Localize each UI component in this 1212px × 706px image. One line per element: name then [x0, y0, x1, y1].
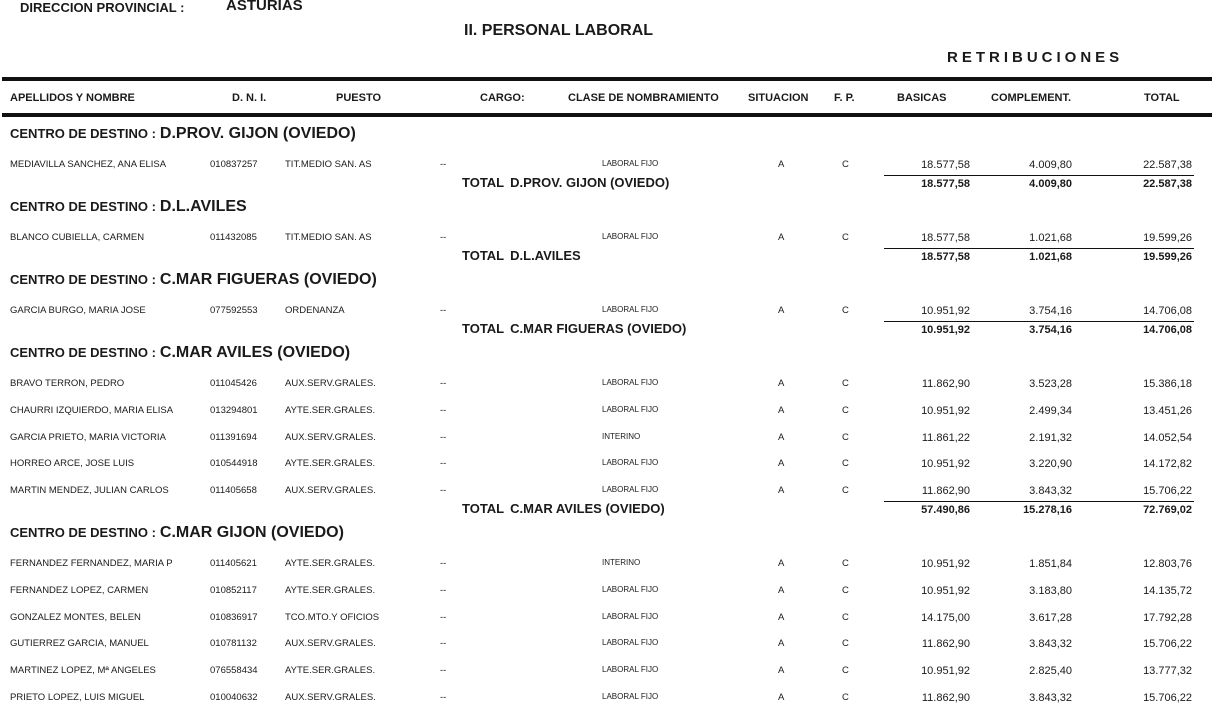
centro-label: CENTRO DE DESTINO : [10, 126, 156, 141]
col-cargo: CARGO: [480, 92, 525, 104]
total-basicas: 18.577,58 [921, 251, 970, 263]
cell-fp: C [842, 692, 849, 703]
table-row [0, 485, 1212, 499]
table-row [0, 458, 1212, 472]
total-row [0, 323, 1212, 339]
cell-cargo: -- [440, 558, 447, 569]
header-rule-bottom [2, 113, 1212, 117]
cell-complement: 1.021,68 [1029, 232, 1072, 244]
total-basicas: 18.577,58 [921, 178, 970, 190]
cell-total: 19.599,26 [1143, 232, 1192, 244]
cell-puesto: AYTE.SER.GRALES. [285, 585, 376, 596]
cell-total: 13.777,32 [1143, 665, 1192, 677]
cell-total: 22.587,38 [1143, 159, 1192, 171]
cell-situacion: A [778, 558, 785, 569]
cell-clase: LABORAL FIJO [602, 485, 659, 494]
total-complement: 3.754,16 [1029, 324, 1072, 336]
cell-name: MARTINEZ LOPEZ, Mª ANGELES [10, 665, 156, 676]
total-row [0, 503, 1212, 519]
cell-name: PRIETO LOPEZ, LUIS MIGUEL [10, 692, 145, 703]
cell-basicas: 18.577,58 [921, 159, 970, 171]
cell-total: 12.803,76 [1143, 558, 1192, 570]
cell-fp: C [842, 305, 849, 316]
cell-puesto: AYTE.SER.GRALES. [285, 458, 376, 469]
cell-cargo: -- [440, 638, 447, 649]
cell-fp: C [842, 232, 849, 243]
cell-dni: 010852117 [210, 585, 257, 596]
sum-rule [884, 175, 1194, 176]
total-word: TOTAL [462, 321, 505, 336]
total-total: 22.587,38 [1143, 178, 1192, 190]
cell-dni: 011432085 [210, 232, 257, 243]
cell-situacion: A [778, 485, 785, 496]
col-apellidos: APELLIDOS Y NOMBRE [10, 92, 135, 104]
total-label [462, 175, 669, 190]
cell-clase: LABORAL FIJO [602, 305, 659, 314]
cell-complement: 2.191,32 [1029, 432, 1072, 444]
cell-fp: C [842, 432, 849, 443]
provincia-label: DIRECCION PROVINCIAL : [20, 0, 185, 15]
centro-label: CENTRO DE DESTINO : [10, 272, 156, 287]
cell-fp: C [842, 585, 849, 596]
cell-basicas: 11.862,90 [921, 378, 970, 390]
cell-puesto: AUX.SERV.GRALES. [285, 692, 376, 703]
cell-total: 15.706,22 [1143, 692, 1192, 704]
col-clase: CLASE DE NOMBRAMIENTO [568, 92, 719, 104]
provincia-value: ASTURIAS [226, 0, 303, 14]
cell-name: BLANCO CUBIELLA, CARMEN [10, 232, 145, 243]
cell-dni: 010040632 [210, 692, 258, 703]
cell-complement: 3.617,28 [1029, 612, 1072, 624]
cell-fp: C [842, 378, 849, 389]
cell-dni: 010837257 [210, 159, 258, 170]
cell-clase: LABORAL FIJO [602, 612, 659, 621]
col-total: TOTAL [1144, 92, 1180, 104]
total-word: TOTAL [462, 501, 505, 516]
cell-clase: INTERINO [602, 558, 641, 567]
cell-cargo: -- [440, 485, 447, 496]
cell-basicas: 10.951,92 [921, 458, 970, 470]
cell-clase: LABORAL FIJO [602, 638, 659, 647]
total-row [0, 177, 1212, 193]
centro-label: CENTRO DE DESTINO : [10, 525, 156, 540]
cell-total: 14.135,72 [1143, 585, 1192, 597]
header-rule-top [2, 77, 1212, 81]
cell-basicas: 11.862,90 [921, 485, 970, 497]
cell-fp: C [842, 558, 849, 569]
cell-complement: 3.843,32 [1029, 692, 1072, 704]
cell-clase: LABORAL FIJO [602, 378, 659, 387]
cell-complement: 3.843,32 [1029, 485, 1072, 497]
cell-clase: LABORAL FIJO [602, 585, 659, 594]
table-row [0, 585, 1212, 599]
cell-puesto: ORDENANZA [285, 305, 345, 316]
cell-name: CHAURRI IZQUIERDO, MARIA ELISA [10, 405, 174, 416]
page-title: II. PERSONAL LABORAL [464, 22, 654, 39]
table-row [0, 159, 1212, 173]
total-centro-name: D.PROV. GIJON (OVIEDO) [510, 175, 670, 190]
cell-cargo: -- [440, 305, 447, 316]
centro-name: C.MAR GIJON (OVIEDO) [159, 524, 344, 541]
cell-dni: 010544918 [210, 458, 258, 469]
cell-clase: INTERINO [602, 432, 641, 441]
cell-fp: C [842, 159, 849, 170]
cell-situacion: A [778, 458, 785, 469]
cell-situacion: A [778, 612, 785, 623]
table-row [0, 432, 1212, 446]
cell-basicas: 11.862,90 [921, 692, 970, 704]
cell-fp: C [842, 638, 849, 649]
cell-situacion: A [778, 305, 785, 316]
total-label [462, 321, 686, 336]
cell-name: GARCIA BURGO, MARIA JOSE [10, 305, 146, 316]
total-label [462, 501, 665, 516]
cell-cargo: -- [440, 232, 447, 243]
cell-dni: 077592553 [210, 305, 258, 316]
table-row [0, 665, 1212, 679]
cell-total: 15.706,22 [1143, 485, 1192, 497]
total-centro-name: D.L.AVILES [510, 248, 581, 263]
table-row [0, 378, 1212, 392]
sum-rule [884, 321, 1194, 322]
cell-name: HORREO ARCE, JOSE LUIS [10, 458, 135, 469]
cell-complement: 3.220,90 [1029, 458, 1072, 470]
cell-situacion: A [778, 159, 785, 170]
table-row [0, 638, 1212, 652]
cell-total: 17.792,28 [1143, 612, 1192, 624]
total-centro-name: C.MAR AVILES (OVIEDO) [510, 501, 665, 516]
cell-cargo: -- [440, 432, 447, 443]
cell-puesto: AYTE.SER.GRALES. [285, 405, 376, 416]
table-row [0, 405, 1212, 419]
cell-complement: 3.754,16 [1029, 305, 1072, 317]
cell-puesto: AYTE.SER.GRALES. [285, 558, 376, 569]
total-basicas: 10.951,92 [921, 324, 970, 336]
cell-situacion: A [778, 405, 785, 416]
cell-name: FERNANDEZ FERNANDEZ, MARIA P [10, 558, 173, 569]
cell-complement: 2.825,40 [1029, 665, 1072, 677]
cell-cargo: -- [440, 612, 447, 623]
cell-puesto: AUX.SERV.GRALES. [285, 378, 376, 389]
cell-basicas: 10.951,92 [921, 665, 970, 677]
cell-clase: LABORAL FIJO [602, 232, 659, 241]
cell-cargo: -- [440, 378, 447, 389]
sum-rule [884, 501, 1194, 502]
cell-total: 14.706,08 [1143, 305, 1192, 317]
col-dni: D. N. I. [232, 92, 267, 104]
total-complement: 4.009,80 [1029, 178, 1072, 190]
centro-name: C.MAR AVILES (OVIEDO) [159, 344, 351, 361]
cell-total: 15.706,22 [1143, 638, 1192, 650]
centro-name: D.PROV. GIJON (OVIEDO) [159, 125, 356, 142]
cell-fp: C [842, 665, 849, 676]
col-fp: F. P. [834, 92, 855, 104]
cell-cargo: -- [440, 665, 447, 676]
col-situacion: SITUACION [748, 92, 809, 104]
cell-dni: 010836917 [210, 612, 258, 623]
cell-fp: C [842, 405, 849, 416]
cell-complement: 4.009,80 [1029, 159, 1072, 171]
cell-total: 14.052,54 [1143, 432, 1192, 444]
total-complement: 15.278,16 [1023, 504, 1072, 516]
centro-label: CENTRO DE DESTINO : [10, 345, 156, 360]
cell-situacion: A [778, 692, 785, 703]
table-row [0, 305, 1212, 319]
total-complement: 1.021,68 [1029, 251, 1072, 263]
cell-name: GARCIA PRIETO, MARIA VICTORIA [10, 432, 166, 443]
table-row [0, 612, 1212, 626]
cell-dni: 013294801 [210, 405, 258, 416]
cell-dni: 076558434 [210, 665, 258, 676]
cell-name: GONZALEZ MONTES, BELEN [10, 612, 141, 623]
total-row [0, 250, 1212, 266]
cell-total: 13.451,26 [1143, 405, 1192, 417]
cell-complement: 3.523,28 [1029, 378, 1072, 390]
cell-name: GUTIERREZ GARCIA, MANUEL [10, 638, 149, 649]
cell-basicas: 10.951,92 [921, 558, 970, 570]
cell-puesto: TIT.MEDIO SAN. AS [285, 232, 372, 243]
centro-header [10, 344, 350, 362]
cell-puesto: AYTE.SER.GRALES. [285, 665, 376, 676]
cell-situacion: A [778, 432, 785, 443]
centro-header [10, 125, 356, 143]
cell-basicas: 10.951,92 [921, 405, 970, 417]
cell-name: FERNANDEZ LOPEZ, CARMEN [10, 585, 149, 596]
centro-header [10, 271, 377, 289]
total-label [462, 248, 581, 263]
sum-rule [884, 248, 1194, 249]
cell-puesto: AUX.SERV.GRALES. [285, 638, 376, 649]
cell-basicas: 10.951,92 [921, 585, 970, 597]
cell-situacion: A [778, 585, 785, 596]
col-puesto: PUESTO [336, 92, 382, 104]
cell-name: MARTIN MENDEZ, JULIAN CARLOS [10, 485, 169, 496]
cell-puesto: TCO.MTO.Y OFICIOS [285, 612, 380, 623]
cell-puesto: TIT.MEDIO SAN. AS [285, 159, 372, 170]
cell-fp: C [842, 458, 849, 469]
total-centro-name: C.MAR FIGUERAS (OVIEDO) [510, 321, 687, 336]
retribuciones-heading: RETRIBUCIONES [947, 49, 1124, 66]
cell-cargo: -- [440, 585, 447, 596]
cell-cargo: -- [440, 692, 447, 703]
col-basicas: BASICAS [897, 92, 947, 104]
cell-complement: 3.183,80 [1029, 585, 1072, 597]
cell-clase: LABORAL FIJO [602, 458, 659, 467]
cell-fp: C [842, 612, 849, 623]
cell-clase: LABORAL FIJO [602, 665, 659, 674]
cell-dni: 011405658 [210, 485, 257, 496]
cell-situacion: A [778, 378, 785, 389]
cell-clase: LABORAL FIJO [602, 405, 659, 414]
total-word: TOTAL [462, 175, 505, 190]
cell-dni: 011045426 [210, 378, 257, 389]
cell-situacion: A [778, 638, 785, 649]
total-total: 19.599,26 [1143, 251, 1192, 263]
cell-puesto: AUX.SERV.GRALES. [285, 485, 376, 496]
cell-basicas: 14.175,00 [921, 612, 970, 624]
cell-name: MEDIAVILLA SANCHEZ, ANA ELISA [10, 159, 167, 170]
cell-puesto: AUX.SERV.GRALES. [285, 432, 376, 443]
table-row [0, 558, 1212, 572]
total-total: 72.769,02 [1143, 504, 1192, 516]
table-row [0, 692, 1212, 706]
cell-dni: 011405621 [210, 558, 257, 569]
cell-dni: 011391694 [210, 432, 257, 443]
cell-complement: 2.499,34 [1029, 405, 1072, 417]
centro-name: C.MAR FIGUERAS (OVIEDO) [159, 271, 377, 288]
cell-basicas: 10.951,92 [921, 305, 970, 317]
total-basicas: 57.490,86 [921, 504, 970, 516]
cell-cargo: -- [440, 405, 447, 416]
cell-fp: C [842, 485, 849, 496]
centro-header [10, 524, 344, 542]
cell-name: BRAVO TERRON, PEDRO [10, 378, 125, 389]
table-row [0, 232, 1212, 246]
cell-situacion: A [778, 232, 785, 243]
cell-cargo: -- [440, 159, 447, 170]
cell-basicas: 18.577,58 [921, 232, 970, 244]
total-word: TOTAL [462, 248, 505, 263]
centro-name: D.L.AVILES [159, 198, 247, 215]
cell-dni: 010781132 [210, 638, 257, 649]
total-total: 14.706,08 [1143, 324, 1192, 336]
centro-header [10, 198, 247, 216]
centro-label: CENTRO DE DESTINO : [10, 199, 156, 214]
cell-basicas: 11.861,22 [921, 432, 970, 444]
cell-basicas: 11.862,90 [921, 638, 970, 650]
col-complement: COMPLEMENT. [991, 92, 1072, 104]
cell-situacion: A [778, 665, 785, 676]
cell-total: 14.172,82 [1143, 458, 1192, 470]
cell-clase: LABORAL FIJO [602, 692, 659, 701]
cell-clase: LABORAL FIJO [602, 159, 659, 168]
cell-total: 15.386,18 [1143, 378, 1192, 390]
cell-complement: 3.843,32 [1029, 638, 1072, 650]
cell-cargo: -- [440, 458, 447, 469]
cell-complement: 1.851,84 [1029, 558, 1072, 570]
